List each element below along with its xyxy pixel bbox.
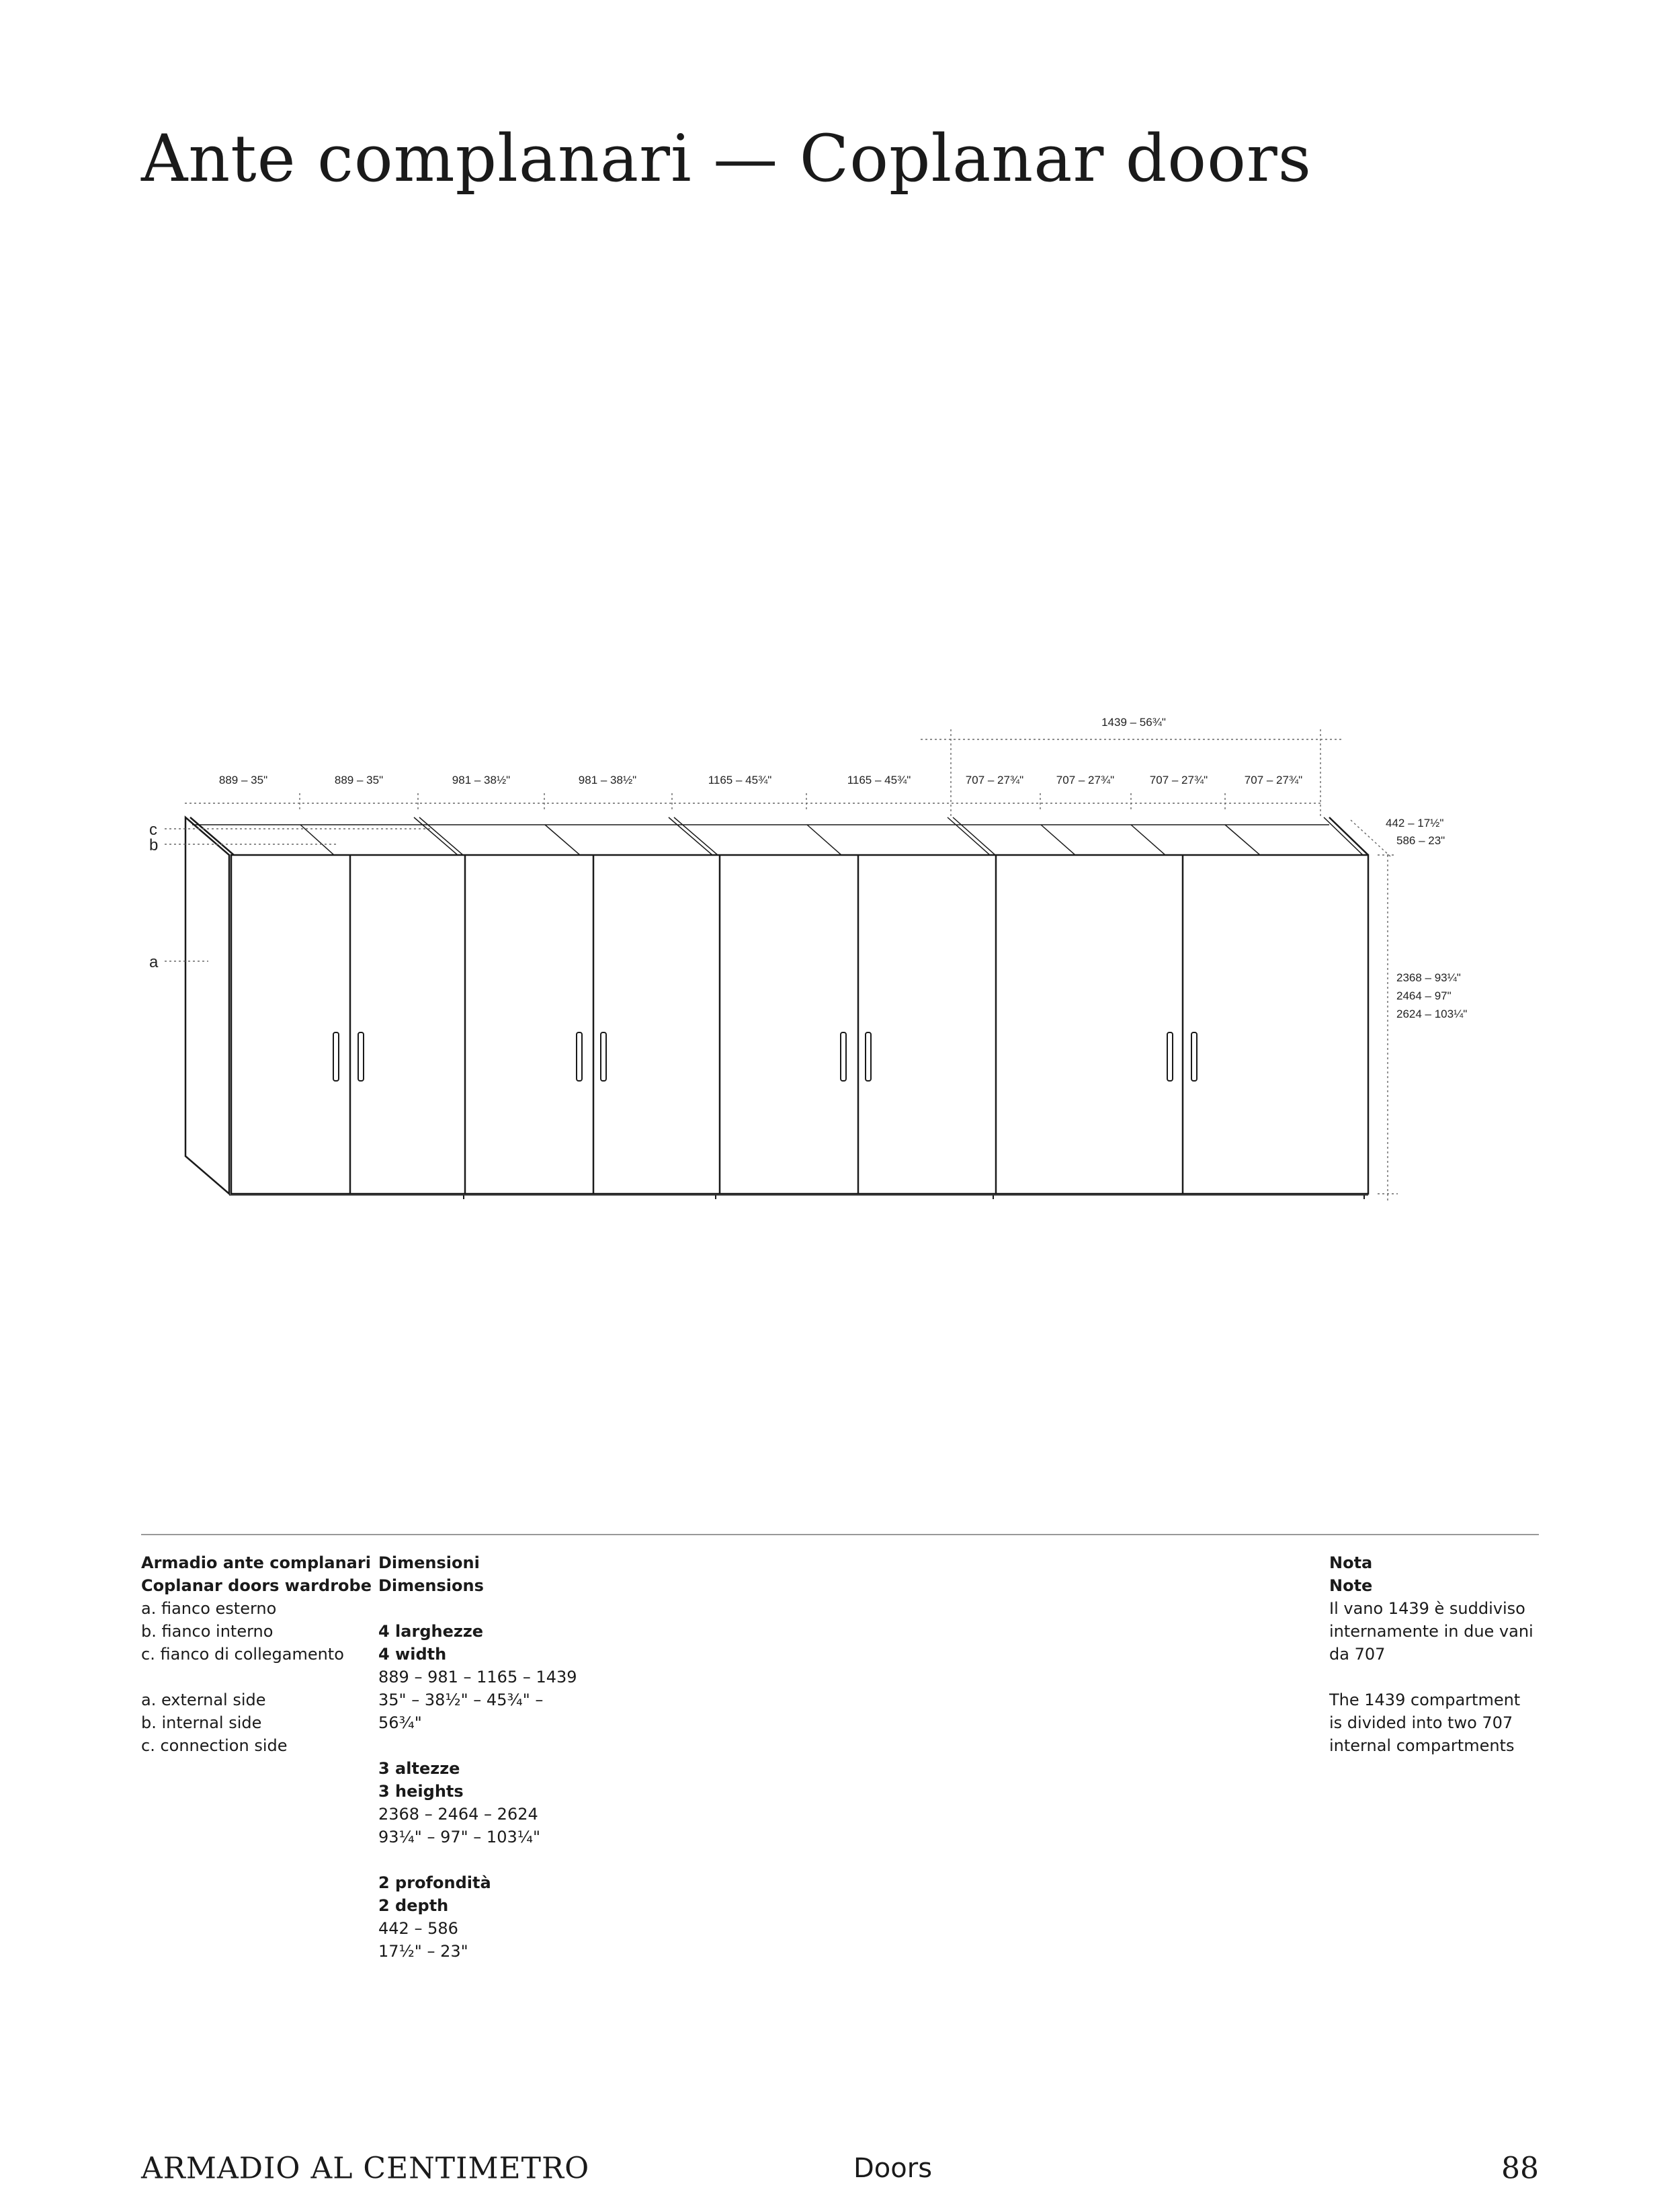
page-number: 88 (1501, 2151, 1539, 2186)
note-line: Il vano 1439 è suddiviso (1329, 1599, 1525, 1618)
module-width-label: 707 – 27¾" (965, 774, 1024, 786)
part-item: b. internal side (141, 1713, 262, 1732)
module-width-label: 889 – 35" (218, 774, 268, 786)
product-name-it: Armadio ante complanari (141, 1553, 371, 1572)
wardrobe-technical-drawing (0, 692, 1680, 1230)
dimensions-block (378, 1551, 577, 1963)
product-description (141, 1551, 372, 1757)
side-label-b: b (149, 836, 159, 854)
footer-brand: ARMADIO AL CENTIMETRO (141, 2151, 590, 2186)
door-handle (601, 1032, 606, 1081)
note-line: The 1439 compartment (1329, 1691, 1521, 1709)
note-line: is divided into two 707 (1329, 1713, 1513, 1732)
part-item: b. fianco interno (141, 1622, 274, 1641)
module-width-label: 707 – 27¾" (1056, 774, 1115, 786)
module-width-label: 981 – 38½" (452, 774, 511, 786)
module-width-label: 1165 – 45¾" (708, 774, 772, 786)
note-line: internamente in due vani (1329, 1622, 1534, 1641)
door-handle (358, 1032, 364, 1081)
depths-inches: 17½" – 23" (378, 1942, 468, 1961)
product-name-en: Coplanar doors wardrobe (141, 1576, 372, 1595)
heights-heading-it: 3 altezze (378, 1759, 460, 1778)
height-label: 2624 – 103¼" (1396, 1008, 1468, 1020)
depth-label: 586 – 23" (1396, 834, 1445, 847)
note-heading-it: Nota (1329, 1553, 1373, 1572)
part-item: c. connection side (141, 1736, 288, 1755)
depths-heading-it: 2 profondità (378, 1873, 491, 1892)
note-line: da 707 (1329, 1645, 1386, 1664)
note-line: internal compartments (1329, 1736, 1515, 1755)
door-handle (577, 1032, 582, 1081)
door-handle (1167, 1032, 1173, 1081)
side-label-c: c (149, 821, 157, 839)
height-label: 2464 – 97" (1396, 989, 1452, 1002)
heights-inches: 93¼" – 97" – 103¼" (378, 1828, 541, 1846)
door-handle (841, 1032, 846, 1081)
footer-section: Doors (853, 2153, 933, 2184)
overall-width-label: 1439 – 56¾" (1101, 716, 1166, 729)
widths-heading-it: 4 larghezze (378, 1622, 484, 1641)
module-width-label: 707 – 27¾" (1149, 774, 1208, 786)
heights-heading-en: 3 heights (378, 1782, 464, 1801)
wardrobe-external-side (185, 817, 229, 1194)
note-heading-en: Note (1329, 1576, 1373, 1595)
module-width-label: 981 – 38½" (578, 774, 637, 786)
side-label-a: a (149, 953, 159, 971)
module-width-label: 707 – 27¾" (1244, 774, 1303, 786)
divider-rule (141, 1534, 1539, 1535)
height-label: 2368 – 93¼" (1396, 971, 1461, 984)
widths-inches: 35" – 38½" – 45¾" – (378, 1691, 544, 1709)
widths-mm: 889 – 981 – 1165 – 1439 (378, 1668, 577, 1686)
dimensions-heading-en: Dimensions (378, 1576, 484, 1595)
depth-label: 442 – 17½" (1386, 817, 1444, 829)
part-item: c. fianco di collegamento (141, 1645, 344, 1664)
depths-mm: 442 – 586 (378, 1919, 458, 1938)
door-handle (333, 1032, 339, 1081)
door-handle (866, 1032, 871, 1081)
depths-heading-en: 2 depth (378, 1896, 449, 1915)
page-title: Ante complanari — Coplanar doors (141, 121, 1312, 196)
widths-heading-en: 4 width (378, 1645, 447, 1664)
heights-mm: 2368 – 2464 – 2624 (378, 1805, 538, 1824)
widths-inches: 56¾" (378, 1713, 422, 1732)
part-item: a. external side (141, 1691, 266, 1709)
module-width-label: 1165 – 45¾" (847, 774, 911, 786)
note-block (1329, 1551, 1534, 1757)
wardrobe-front (231, 855, 1368, 1194)
module-width-label: 889 – 35" (334, 774, 384, 786)
dimensions-heading-it: Dimensioni (378, 1553, 480, 1572)
door-handle (1191, 1032, 1197, 1081)
part-item: a. fianco esterno (141, 1599, 277, 1618)
